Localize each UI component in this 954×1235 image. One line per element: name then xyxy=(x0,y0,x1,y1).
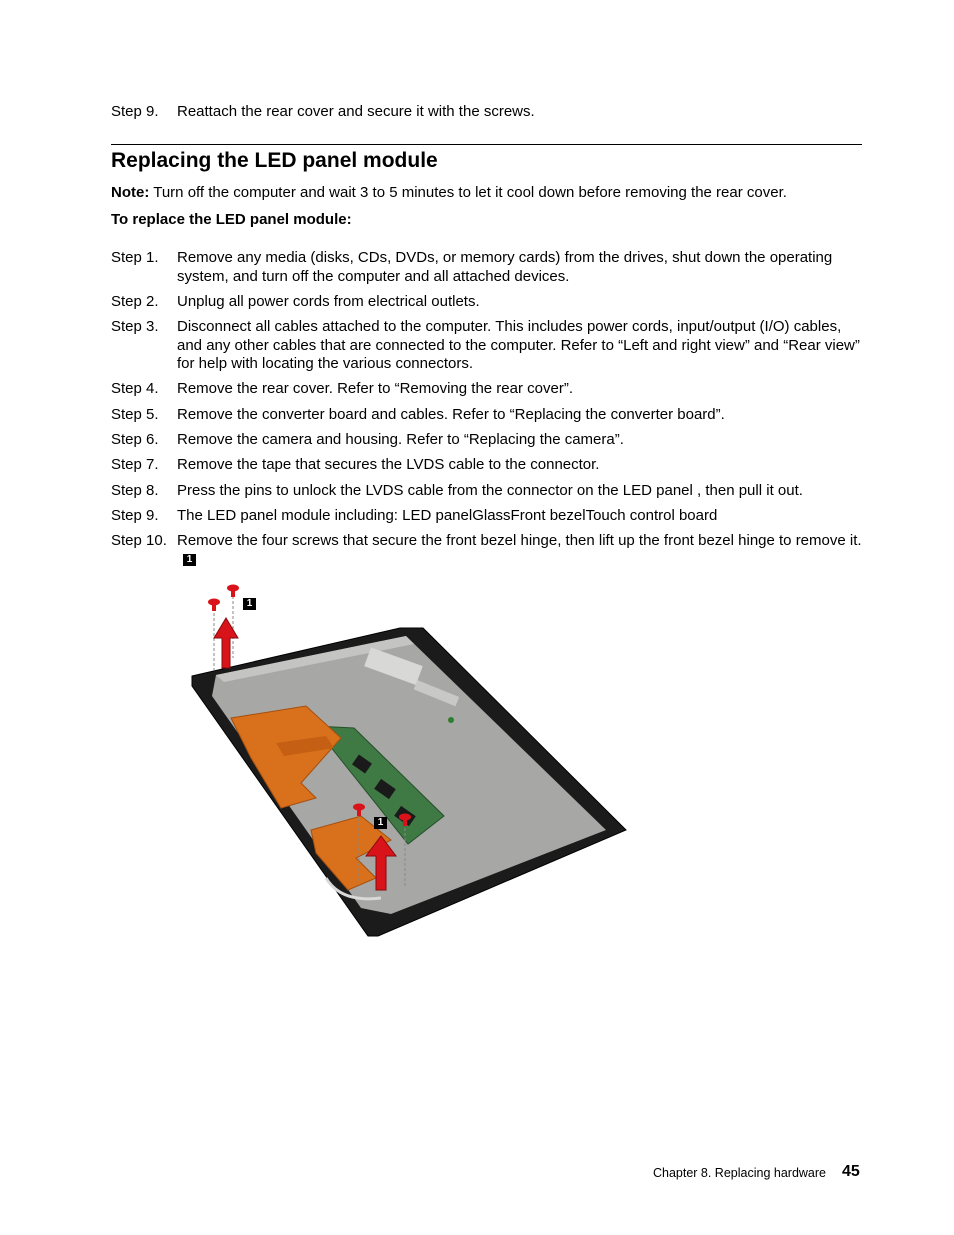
step-text: Remove the rear cover. Refer to “Removing the rear cover”. xyxy=(177,380,573,397)
section-divider xyxy=(111,144,862,145)
led-panel-illustration xyxy=(176,578,646,943)
step-label: Step 5. xyxy=(111,406,159,423)
step-label: Step 9. xyxy=(111,103,159,120)
note-text: Turn off the computer and wait 3 to 5 minutes to let it cool down before removing the rear cover. xyxy=(153,184,787,201)
step-label: Step 6. xyxy=(111,431,159,448)
step-text: Remove the converter board and cables. Refer to “Replacing the converter board”. xyxy=(177,406,725,423)
step-text xyxy=(177,532,867,569)
note xyxy=(111,184,863,203)
step-label: Step 10. xyxy=(111,532,167,549)
page-number: 45 xyxy=(842,1163,860,1180)
step-text: Remove any media (disks, CDs, DVDs, or memory cards) from the drives, shut down the operating system, and turn off the computer and all attached devices. xyxy=(177,249,833,285)
step-label: Step 3. xyxy=(111,318,159,335)
callout-badge: 1 xyxy=(374,817,387,829)
step-label: Step 9. xyxy=(111,507,159,524)
callout-badge: 1 xyxy=(243,598,256,610)
step-text: Disconnect all cables attached to the computer. This includes power cords, input/output (I/O) cables, and any other cables that are connected to the computer. Refer to “Left and right view” and “Rear view” for help with locating the various connectors. xyxy=(177,318,860,372)
step-label: Step 2. xyxy=(111,293,159,310)
footer-chapter: Chapter 8. Replacing hardware xyxy=(652,1166,826,1180)
step-label: Step 7. xyxy=(111,456,159,473)
step-text: The LED panel module including: LED panelGlassFront bezelTouch control board xyxy=(177,507,718,524)
step-text: Remove the tape that secures the LVDS cable to the connector. xyxy=(177,456,600,473)
step-text: Remove the camera and housing. Refer to “Replacing the camera”. xyxy=(177,431,624,448)
callout-badge: 1 xyxy=(183,554,196,566)
step-label: Step 4. xyxy=(111,380,159,397)
step-label: Step 1. xyxy=(111,249,159,266)
step-text: Press the pins to unlock the LVDS cable from the connector on the LED panel , then pull it out. xyxy=(177,482,803,499)
procedure-heading: To replace the LED panel module: xyxy=(111,211,352,228)
section-title: Replacing the LED panel module xyxy=(111,149,438,172)
step-text: Unplug all power cords from electrical outlets. xyxy=(177,293,480,310)
step-text: Reattach the rear cover and secure it with the screws. xyxy=(177,103,535,120)
note-label: Note: xyxy=(111,184,150,201)
step-text-content: Remove the four screws that secure the front bezel hinge, then lift up the front bezel hinge to remove it. xyxy=(177,532,862,549)
step-label: Step 8. xyxy=(111,482,159,499)
